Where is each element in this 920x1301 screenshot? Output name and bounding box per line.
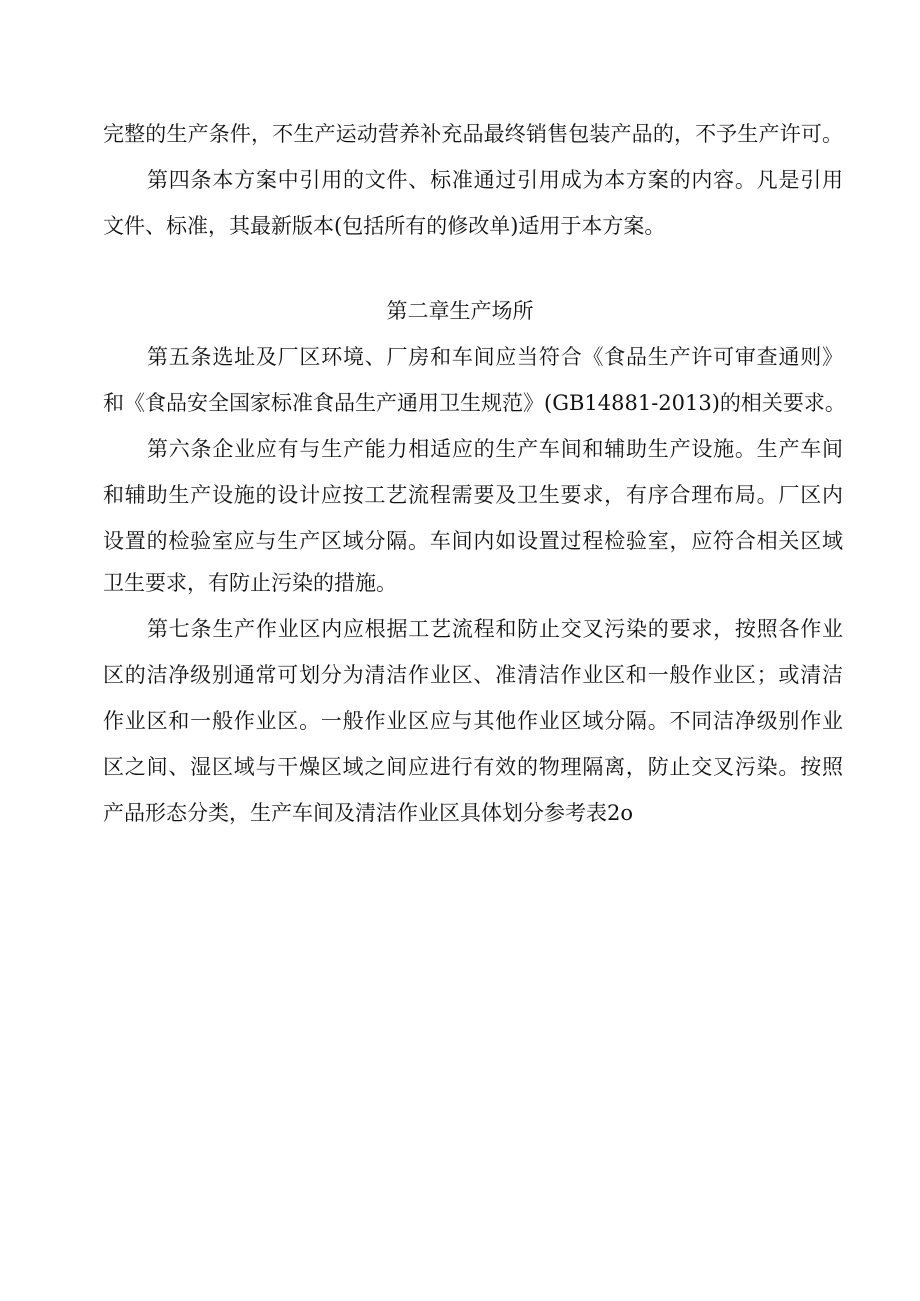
article-7-line-4: 区之间、湿区域与干燥区域之间应进行有效的物理隔离，防止交叉污染。按照 [103, 755, 843, 779]
article-5-line-1: 第五条选址及厂区环境、厂房和车间应当符合《食品生产许可审查通则》 [147, 345, 843, 369]
article-6-line-4: 卫生要求，有防止污染的措施。 [103, 571, 397, 595]
article-6-line-3: 设置的检验室应与生产区域分隔。车间内如设置过程检验室，应符合相关区域 [103, 529, 843, 553]
chapter-title: 第二章生产场所 [386, 299, 534, 323]
article-6-line-2: 和辅助生产设施的设计应按工艺流程需要及卫生要求，有序合理布局。厂区内 [103, 483, 843, 507]
article-7-line-5: 产品形态分类，生产车间及清洁作业区具体划分参考表2o [103, 801, 634, 825]
article-7-line-1: 第七条生产作业区内应根据工艺流程和防止交叉污染的要求，按照各作业 [147, 617, 843, 641]
article-7-line-3: 作业区和一般作业区。一般作业区应与其他作业区域分隔。不同洁净级别作业 [103, 709, 843, 733]
article-5-line-2: 和《食品安全国家标准食品生产通用卫生规范》(GB14881-2013)的相关要求。 [103, 391, 846, 415]
paragraph-line: 完整的生产条件，不生产运动营养补充品最终销售包装产品的，不予生产许可。 [103, 122, 843, 146]
article-4-line-2: 文件、标准，其最新版本(包括所有的修改单)适用于本方案。 [103, 214, 666, 238]
article-6-line-1: 第六条企业应有与生产能力相适应的生产车间和辅助生产设施。生产车间 [147, 437, 843, 461]
article-7-line-2: 区的洁净级别通常可划分为清洁作业区、准清洁作业区和一般作业区；或清洁 [103, 663, 843, 687]
article-4-line-1: 第四条本方案中引用的文件、标准通过引用成为本方案的内容。凡是引用 [147, 168, 843, 192]
